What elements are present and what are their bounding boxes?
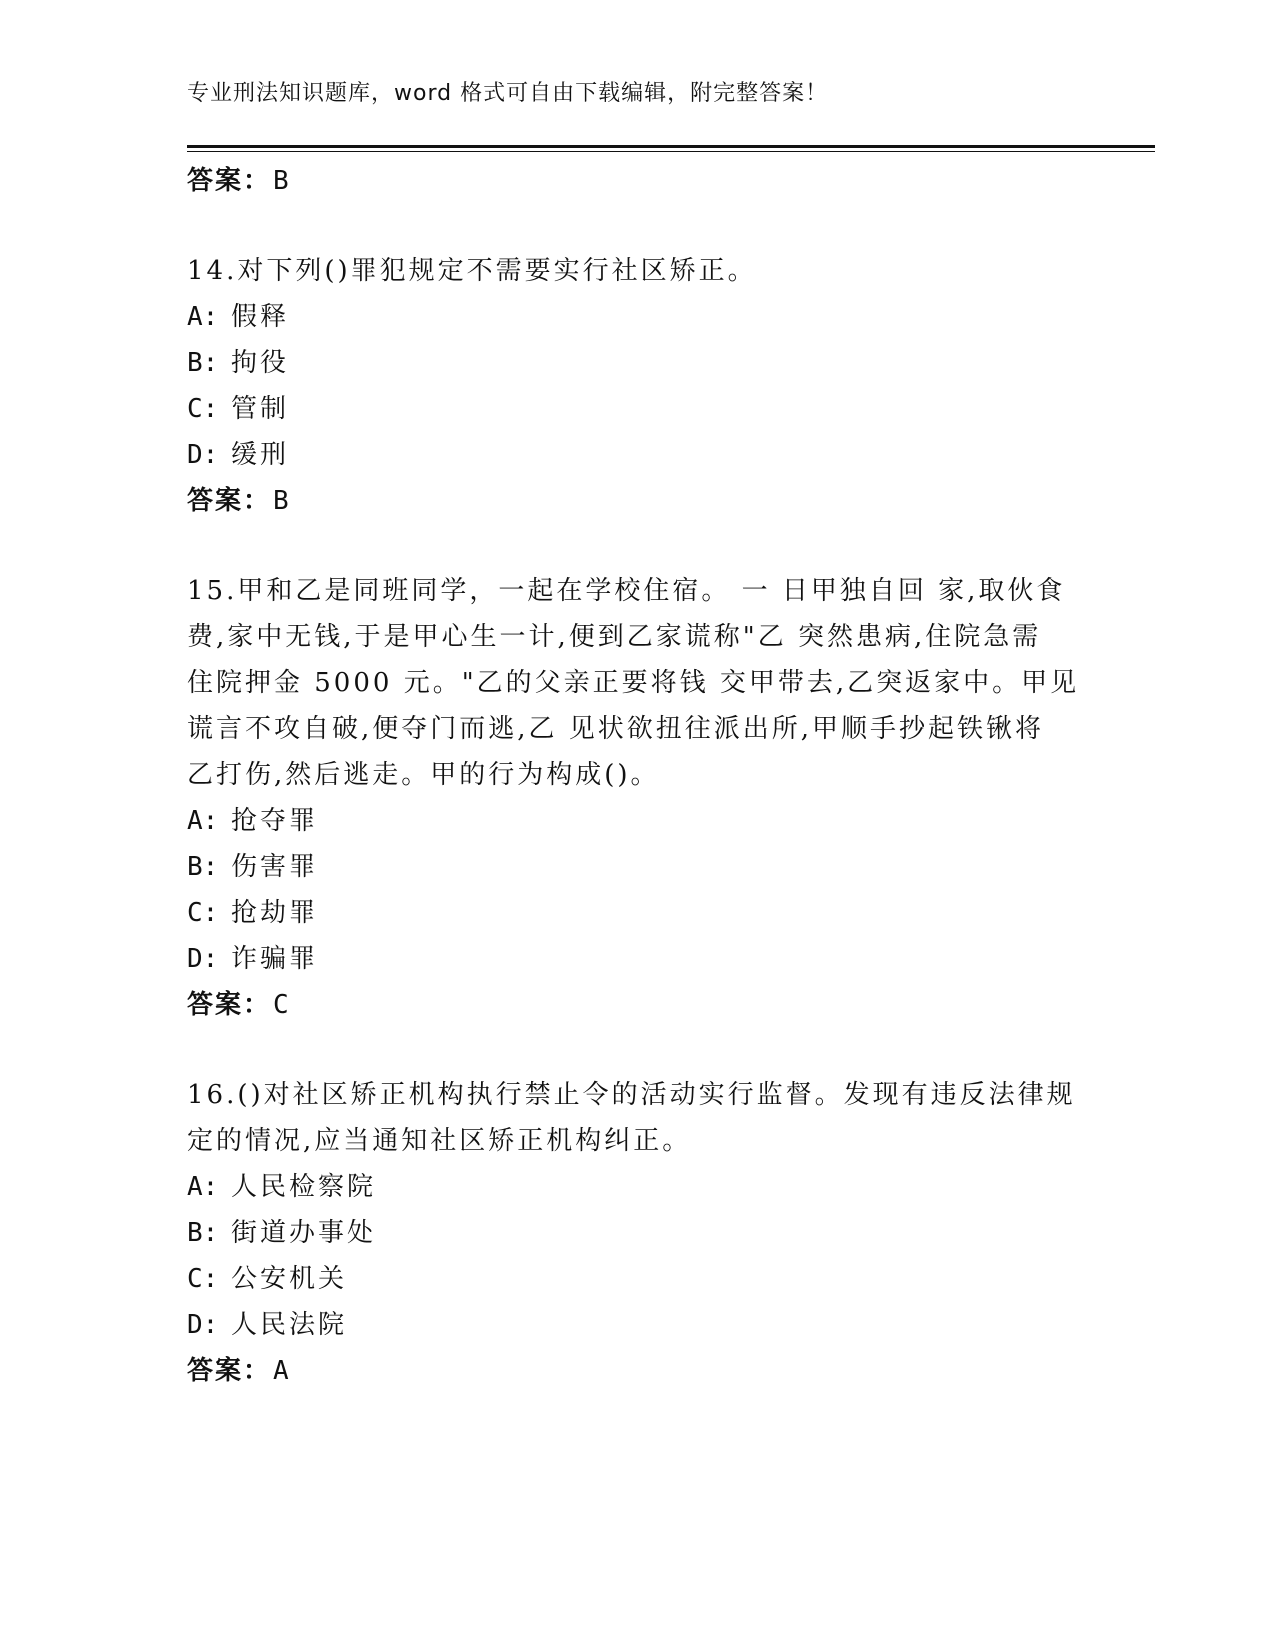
- option-text: 假释: [231, 302, 290, 332]
- option-text: 人民检察院: [231, 1172, 377, 1202]
- header-rule-thin: [187, 151, 1155, 152]
- header-rule: [187, 145, 1155, 148]
- question-stem-line: 16.()对社区矫正机构执行禁止令的活动实行监督。发现有违反法律规: [187, 1080, 1076, 1110]
- answer-value: A: [273, 1356, 291, 1386]
- option-text: 街道办事处: [231, 1218, 377, 1248]
- question-stem-line: 住院押金 5000 元。"乙的父亲正要将钱 交甲带去,乙突返家中。甲见: [187, 668, 1080, 698]
- question-14: [187, 248, 1087, 524]
- option-key: A:: [187, 806, 219, 836]
- option-key: C:: [187, 1264, 219, 1294]
- option-text: 人民法院: [231, 1310, 348, 1340]
- answer: [187, 982, 1087, 1028]
- question-stem-line: 乙打伤,然后逃走。甲的行为构成()。: [187, 760, 660, 790]
- question-15: [187, 568, 1087, 1028]
- option-key: A:: [187, 302, 219, 332]
- answer-label: 答案：: [187, 486, 272, 516]
- option-b: [187, 844, 1087, 890]
- answer-value: B: [273, 486, 291, 516]
- option-c: [187, 386, 1087, 432]
- option-c: [187, 1256, 1087, 1302]
- answer: [187, 1348, 1087, 1394]
- option-text: 公安机关: [231, 1264, 348, 1294]
- option-d: [187, 432, 1087, 478]
- option-c: [187, 890, 1087, 936]
- option-text: 诈骗罪: [231, 944, 319, 974]
- option-text: 拘役: [231, 348, 290, 378]
- option-key: B:: [187, 852, 219, 882]
- answer-value: B: [273, 166, 291, 196]
- option-d: [187, 936, 1087, 982]
- option-key: D:: [187, 944, 219, 974]
- question-content: [187, 158, 1087, 1394]
- answer-label: 答案：: [187, 166, 272, 196]
- question-stem-line: 费,家中无钱,于是甲心生一计,便到乙家谎称"乙 突然患病,住院急需: [187, 622, 1042, 652]
- option-d: [187, 1302, 1087, 1348]
- question-stem-line: 定的情况,应当通知社区矫正机构纠正。: [187, 1126, 692, 1156]
- option-key: C:: [187, 898, 219, 928]
- option-text: 抢夺罪: [231, 806, 319, 836]
- question-stem-line: 15.甲和乙是同班同学，一起在学校住宿。 一 日甲独自回 家,取伙食: [187, 576, 1066, 606]
- answer-label: 答案：: [187, 990, 272, 1020]
- question-stem-line: 谎言不攻自破,便夺门而逃,乙 见状欲扭往派出所,甲顺手抄起铁锹将: [187, 714, 1045, 744]
- option-b: [187, 340, 1087, 386]
- option-text: 伤害罪: [231, 852, 319, 882]
- question-stem: 14.对下列()罪犯规定不需要实行社区矫正。: [187, 256, 757, 286]
- option-key: B:: [187, 348, 219, 378]
- option-a: [187, 294, 1087, 340]
- option-key: A:: [187, 1172, 219, 1202]
- option-text: 缓刑: [231, 440, 290, 470]
- option-text: 抢劫罪: [231, 898, 319, 928]
- option-key: D:: [187, 1310, 219, 1340]
- option-a: [187, 1164, 1087, 1210]
- option-a: [187, 798, 1087, 844]
- option-b: [187, 1210, 1087, 1256]
- answer-value: C: [273, 990, 291, 1020]
- previous-answer: [187, 158, 1087, 204]
- answer-label: 答案：: [187, 1356, 272, 1386]
- option-key: B:: [187, 1218, 219, 1248]
- page-header: 专业刑法知识题库，word 格式可自由下载编辑，附完整答案！: [187, 81, 829, 106]
- question-16: [187, 1072, 1087, 1394]
- option-key: D:: [187, 440, 219, 470]
- answer: [187, 478, 1087, 524]
- option-text: 管制: [231, 394, 290, 424]
- option-key: C:: [187, 394, 219, 424]
